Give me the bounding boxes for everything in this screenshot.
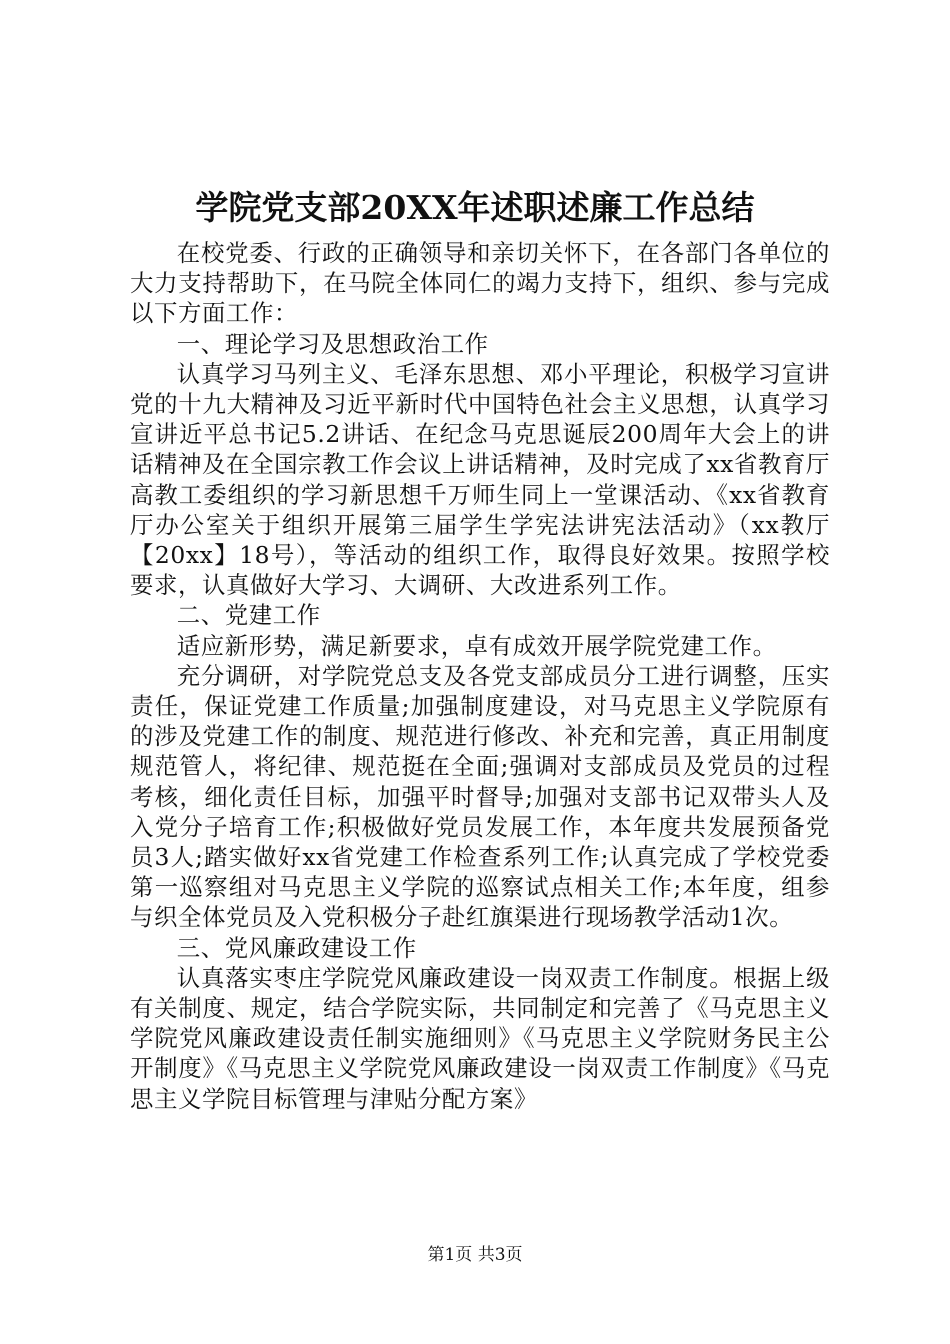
document-body — [130, 238, 830, 1114]
party-building-summary: 适应新形势，满足新要求，卓有成效开展学院党建工作。 — [176, 631, 777, 660]
party-building-paragraph: 充分调研，对学院党总支及各党支部成员分工进行调整，压实责任，保证党建工作质量;加强制度建设，对马克思主义学院原有的涉及党建工作的制度、规范进行修改、补充和完善，真正用制度规范管人，将纪律、规范挺在全面;强调对支部成员及党员的过程考核，细化责任目标，加强平时督导;加强对支部书记双带头人及入党分子培育工作;积极做好党员发展工作，本年度共发展预备党员3人;踏实做好xx省党建工作检查系列工作;认真完成了学校党委第一巡察组对马克思主义学院的巡察试点相关工作;本年度，组参与织全体党员及入党积极分子赴红旗渠进行现场教学活动1次。 — [130, 661, 830, 932]
section-heading-theory: 一、理论学习及思想政治工作 — [176, 329, 489, 358]
intro-paragraph: 在校党委、行政的正确领导和亲切关怀下，在各部门各单位的大力支持帮助下，在马院全体同仁的竭力支持下，组织、参与完成以下方面工作： — [130, 239, 830, 328]
integrity-paragraph: 认真落实枣庄学院党风廉政建设一岗双责工作制度。根据上级有关制度、规定，结合学院实际，共同制定和完善了《马克思主义学院党风廉政建设责任制实施细则》《马克思主义学院财务民主公开制度》《马克思主义学院党风廉政建设一岗双责工作制度》《马克思主义学院目标管理与津贴分配方案》 — [130, 963, 830, 1113]
section-heading-integrity: 三、党风廉政建设工作 — [176, 933, 417, 962]
document-title: 学院党支部20XX年述职述廉工作总结 — [195, 188, 755, 227]
section-heading-party-building: 二、党建工作 — [176, 601, 321, 630]
theory-paragraph: 认真学习马列主义、毛泽东思想、邓小平理论，积极学习宣讲党的十九大精神及习近平新时代中国特色社会主义思想，认真学习宣讲近平总书记5.2讲话、在纪念马克思诞辰200周年大会上的讲话精神及在全国宗教工作会议上讲话精神，及时完成了xx省教育厅高教工委组织的学习新思想千万师生同上一堂课活动、《xx省教育厅办公室关于组织开展第三届学生学宪法讲宪法活动》（xx教厅【20xx】18号），等活动的组织工作，取得良好效果。按照学校要求，认真做好大学习、大调研、大改进系列工作。 — [130, 359, 830, 600]
page-number-footer: 第1页 共3页 — [427, 1245, 523, 1265]
